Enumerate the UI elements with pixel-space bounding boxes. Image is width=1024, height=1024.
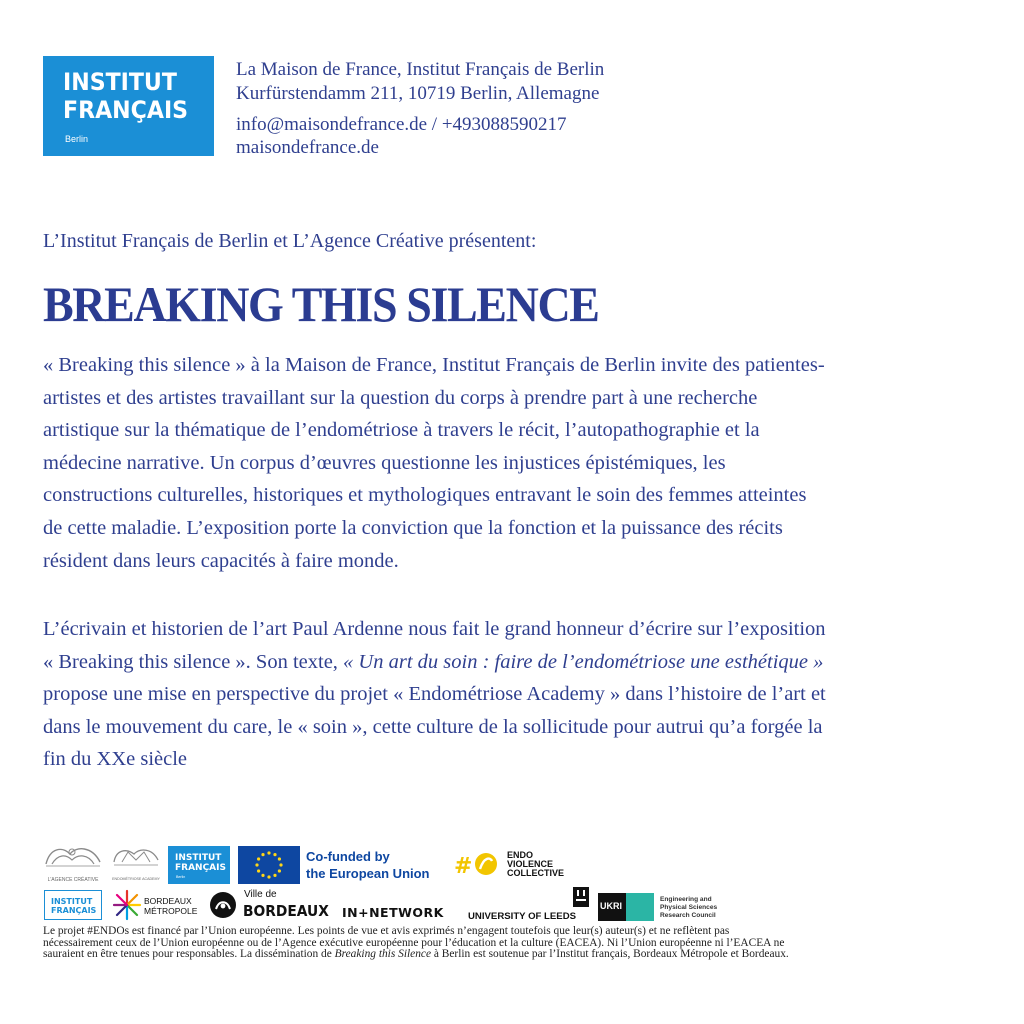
- leeds-crest-icon: [570, 886, 592, 908]
- ukri-label: UKRI: [600, 901, 622, 911]
- paragraph-1-line: de cette maladie. L’exposition porte la conviction que la fonction et la puissance des récits: [43, 516, 783, 539]
- essay-title: « Un art du soin : faire de l’endométriose une esthétique »: [343, 650, 824, 673]
- ville-bordeaux-emblem-icon: [210, 892, 236, 918]
- institut-francais-logo: [43, 56, 214, 156]
- logo-city: Berlin: [65, 134, 89, 144]
- address-line-1: La Maison de France, Institut Français de Berlin: [236, 59, 605, 80]
- agence-creative-emblem-icon: [42, 842, 104, 870]
- if-small-line-1: INSTITUT: [175, 853, 222, 863]
- intro-text: L’Institut Français de Berlin et L’Agence Créative présentent:: [43, 230, 537, 252]
- agence-creative-logo: [42, 842, 104, 882]
- paragraph-2-line: L’écrivain et historien de l’art Paul Ardenne nous fait le grand honneur d’écrire sur l’exposition: [43, 618, 826, 640]
- website-link[interactable]: maisondefrance.de: [236, 137, 379, 158]
- paragraph-2-line: dans le mouvement du care, le « soin », cette culture de la sollicitude pour autrui qu’a forgée la: [43, 715, 823, 738]
- disclaimer-project-title: Breaking this Silence: [334, 948, 432, 960]
- ukri-logo: [598, 893, 626, 921]
- paragraph-1-line: artistique sur la thématique de l’endométriose à travers le récit, l’autopathographie et la: [43, 419, 760, 442]
- endometriose-academy-label: ENDOMÉTRIOSE ACADEMY: [112, 877, 160, 881]
- if-small-city: Berlin: [176, 875, 186, 879]
- eu-line-1: Co-funded by: [306, 849, 390, 864]
- address-line-2: Kurfürstendamm 211, 10719 Berlin, Allemagne: [236, 83, 600, 104]
- endo-line-3: COLLECTIVE: [507, 868, 565, 878]
- logo-line-2: FRANÇAIS: [63, 96, 189, 124]
- paragraph-1-line: médecine narrative. Un corpus d’œuvres questionne les injustices épistémiques, les: [43, 451, 726, 474]
- paragraph-1-line: artistes et des artistes travaillant sur la question du corps à prendre part à une recherche: [43, 386, 758, 409]
- paragraph-2-line-start: « Breaking this silence ». Son texte,: [43, 650, 344, 673]
- leeds-label: UNIVERSITY OF LEEDS: [468, 911, 577, 922]
- epsrc-line-2: Physical Sciences: [660, 904, 718, 911]
- page-title: BREAKING THIS SILENCE: [43, 276, 599, 332]
- paragraph-2-line: fin du XXe siècle: [43, 748, 188, 771]
- endo-line-2: VIOLENCE: [507, 859, 554, 869]
- disclaimer-line-3-start: sauraient en être tenues pour responsables. La dissémination de: [43, 948, 335, 960]
- institut-francais-outline-logo: [44, 890, 102, 920]
- paragraph-2-line: [43, 646, 973, 679]
- paragraph-1-line: « Breaking this silence » à la Maison de France, Institut Français de Berlin invite des patientes-: [43, 354, 825, 376]
- epsrc-color-block-icon: [626, 893, 654, 921]
- paragraph-2-line: propose une mise en perspective du projet « Endométriose Academy » dans l’histoire de l’art et: [43, 683, 826, 706]
- disclaimer-footer: [43, 926, 983, 961]
- in-network-logo: IN+NETWORK: [342, 905, 444, 920]
- bordeaux-metropole-emblem-icon: [112, 888, 142, 922]
- agence-creative-label: L'AGENCE CRÉATIVE: [47, 877, 99, 883]
- institut-francais-small-logo: [168, 846, 230, 884]
- eu-flag: [238, 846, 300, 884]
- logo-line-1: INSTITUT: [63, 68, 177, 96]
- if-outline-line-1: INSTITUT: [51, 897, 93, 906]
- endometriose-academy-logo: [110, 842, 162, 882]
- disclaimer-line: nécessairement ceux de l’Union européenne ou de l’Agence exécutive européenne pour l’éducation et la culture (EACEA). Ni l’Union européenne ni l’EACEA ne: [43, 936, 785, 949]
- endo-line-1: ENDO: [507, 850, 534, 860]
- disclaimer-line: [43, 949, 983, 961]
- ville-de-label: Ville de: [244, 889, 277, 900]
- ville-bordeaux-label: BORDEAUX: [243, 902, 329, 920]
- bordeaux-metropole-text: [144, 896, 197, 916]
- bordeaux-metropole-line-1: BORDEAUX: [144, 896, 192, 906]
- bordeaux-metropole-line-2: MÉTROPOLE: [144, 906, 198, 916]
- paragraph-1-line: résident dans leurs capacités à faire monde.: [43, 549, 399, 572]
- epsrc-text: [660, 896, 717, 920]
- epsrc-line-3: Research Council: [660, 912, 716, 919]
- paragraph-2: [43, 613, 973, 776]
- eu-stars-icon: [238, 846, 300, 884]
- if-outline-line-2: FRANÇAIS: [51, 906, 97, 915]
- endo-violence-collective-text: [507, 851, 564, 878]
- epsrc-line-1: Engineering and: [660, 896, 712, 903]
- svg-text:#: #: [454, 854, 473, 879]
- paragraph-1-line: constructions culturelles, historiques et mythologiques entravant le soin des femmes atteintes: [43, 484, 807, 507]
- contact-line[interactable]: info@maisondefrance.de / +493088590217: [236, 114, 567, 135]
- endo-violence-collective-icon: [454, 849, 502, 879]
- paragraph-1: [43, 349, 973, 577]
- if-small-line-2: FRANÇAIS: [175, 863, 226, 873]
- disclaimer-line-3-end: à Berlin est soutenue par l’Institut français, Bordeaux Métropole et Bordeaux.: [431, 948, 789, 960]
- eu-cofunded-text: [306, 848, 430, 882]
- eu-line-2: the European Union: [306, 866, 430, 881]
- disclaimer-line: Le projet #ENDOs est financé par l’Union européenne. Les points de vue et avis exprimés n’engagent toutefois que leur(s) auteur(s) et ne reflètent pas: [43, 925, 730, 937]
- endometriose-academy-emblem-icon: [110, 842, 162, 870]
